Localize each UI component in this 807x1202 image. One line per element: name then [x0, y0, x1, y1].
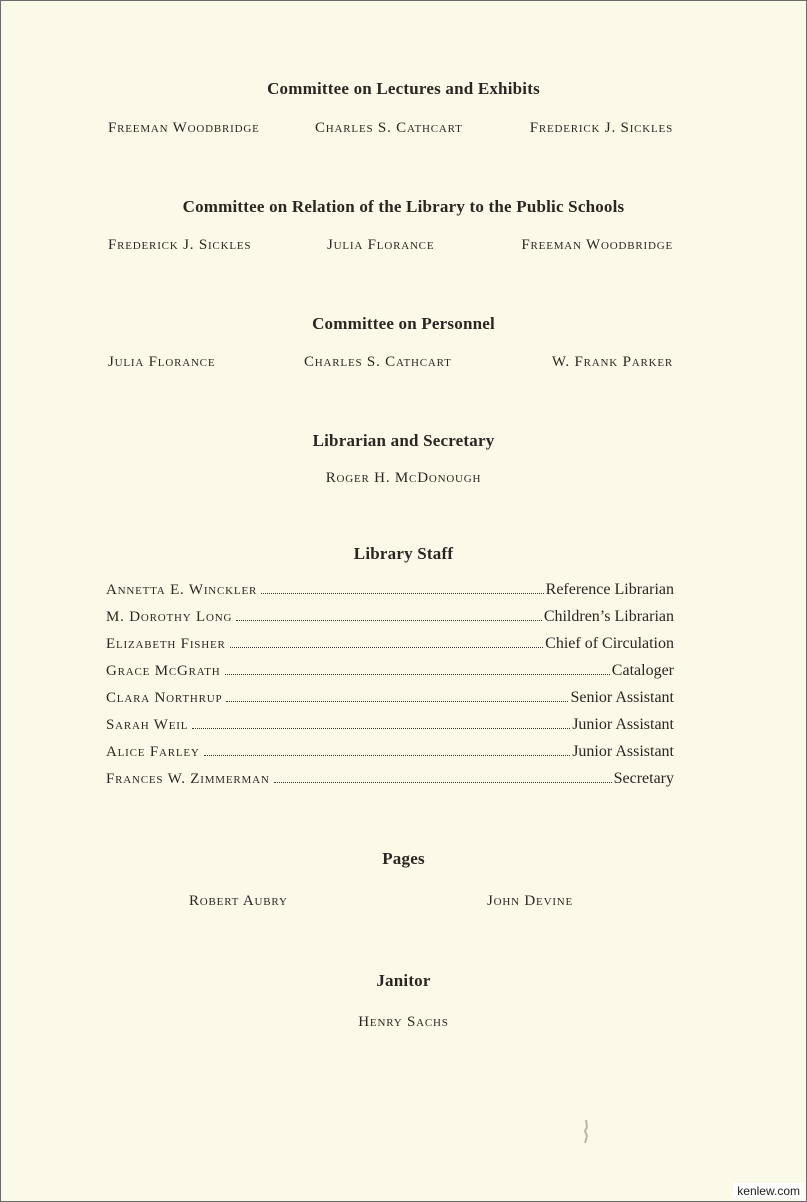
staff-title: Junior Assistant	[572, 716, 674, 733]
staff-name: Elizabeth Fisher	[106, 636, 226, 652]
dot-leader	[230, 647, 544, 648]
staff-title: Reference Librarian	[545, 581, 674, 598]
staff-name: Clara Northrup	[106, 690, 223, 706]
lectures-committee-heading: Committee on Lectures and Exhibits	[267, 79, 540, 98]
dot-leader	[226, 701, 568, 702]
staff-title: Cataloger	[611, 662, 674, 679]
staff-row	[106, 770, 674, 797]
staff-list	[106, 581, 674, 797]
staff-row	[106, 581, 674, 608]
page-member-1: Robert Aubry	[189, 893, 288, 909]
staff-row	[106, 635, 674, 662]
personnel-committee-heading: Committee on Personnel	[312, 314, 495, 333]
page-member-2: John Devine	[487, 893, 574, 909]
pages-heading: Pages	[382, 849, 425, 868]
dot-leader	[204, 755, 571, 756]
staff-name: Annetta E. Winckler	[106, 582, 258, 598]
staff-title: Chief of Circulation	[545, 635, 674, 652]
staff-name: Grace McGrath	[106, 663, 221, 679]
dot-leader	[261, 593, 544, 594]
staff-row	[106, 743, 674, 770]
staff-title: Junior Assistant	[572, 743, 674, 760]
personnel-member-2: Charles S. Cathcart	[304, 354, 452, 370]
dot-leader	[274, 782, 612, 783]
staff-name: M. Dorothy Long	[106, 609, 233, 625]
librarian-heading: Librarian and Secretary	[312, 431, 495, 450]
library-staff-heading: Library Staff	[353, 544, 454, 563]
lectures-member-1: Freeman Woodbridge	[108, 120, 260, 136]
dot-leader	[236, 620, 542, 621]
watermark: kenlew.com	[733, 1183, 804, 1199]
paper-speck-mark	[583, 1119, 589, 1145]
janitor-heading: Janitor	[376, 971, 431, 990]
schools-member-1: Frederick J. Sickles	[108, 237, 252, 253]
janitor-name: Henry Sachs	[358, 1014, 449, 1030]
staff-name: Sarah Weil	[106, 717, 189, 733]
staff-row	[106, 608, 674, 635]
lectures-member-2: Charles S. Cathcart	[315, 120, 463, 136]
staff-title: Children’s Librarian	[543, 608, 674, 625]
dot-leader	[192, 728, 570, 729]
staff-title: Secretary	[613, 770, 674, 787]
staff-row	[106, 662, 674, 689]
personnel-member-3: W. Frank Parker	[551, 354, 673, 370]
schools-member-2: Julia Florance	[327, 237, 435, 253]
lectures-member-3: Frederick J. Sickles	[529, 120, 673, 136]
librarian-name: Roger H. McDonough	[325, 470, 482, 486]
schools-member-3: Freeman Woodbridge	[521, 237, 673, 253]
personnel-member-1: Julia Florance	[108, 354, 216, 370]
staff-name: Frances W. Zimmerman	[106, 771, 270, 787]
schools-committee-heading: Committee on Relation of the Library to the Public Schools	[182, 197, 625, 216]
dot-leader	[225, 674, 610, 675]
staff-row	[106, 689, 674, 716]
staff-row	[106, 716, 674, 743]
staff-name: Alice Farley	[106, 744, 200, 760]
staff-title: Senior Assistant	[570, 689, 674, 706]
